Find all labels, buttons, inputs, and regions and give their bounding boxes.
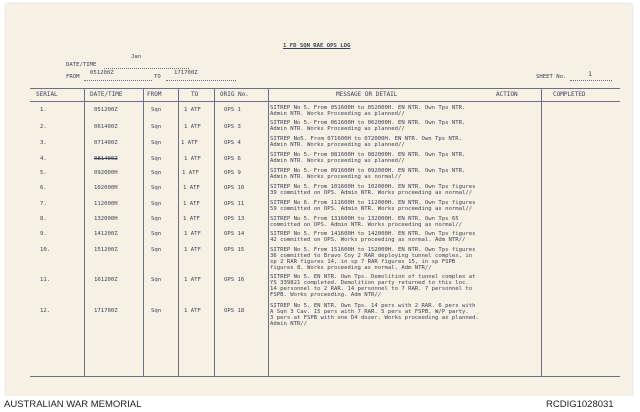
- cell-datetime: 061400Z: [94, 124, 118, 130]
- cell-orig: OPS 18: [224, 308, 245, 314]
- sheet-label: SHEET No.: [536, 74, 567, 80]
- cell-message-line: 3 pers at FSPB with one D4 dozer. Works proceeding as planned.: [270, 315, 479, 321]
- to-underline: [166, 80, 236, 81]
- col-divider: [84, 88, 85, 376]
- ops-log-sheet: [6, 4, 632, 396]
- sheet-underline: [570, 80, 612, 81]
- column-header: MESSAGE OR DETAIL: [336, 91, 398, 98]
- col-divider: [268, 88, 269, 376]
- cell-message-line: SITREP No 5. EN NTR. Own Tps. 14 pers with 2 RAR. 6 pers with: [270, 303, 476, 309]
- cell-message-line: committed on OPS. Admin NTR. Works proceeding as normal//: [270, 222, 462, 228]
- cell-message-line: A Sqn 3 Cav. 15 pers with 7 RAR. 5 pers at FSPB, W/P party.: [270, 309, 469, 315]
- cell-serial: 5.: [40, 170, 47, 176]
- column-header: ACTION: [496, 91, 518, 98]
- cell-to: 1 ATF: [182, 170, 199, 176]
- cell-message-line: figures 8. Works proceeding as normal. Adm NTR//: [270, 265, 432, 271]
- cell-message-line: Admin NTR. Works proceeding as normal//: [270, 174, 402, 180]
- cell-message-line: SITREP No 5. From 061600H to 062000H. EN NTR. Own Tps NTR.: [270, 120, 466, 126]
- from-label: FROM: [66, 74, 80, 80]
- cell-from: Sqn: [151, 156, 162, 162]
- cell-datetime: 151200Z: [94, 247, 118, 253]
- cell-datetime: 161200Z: [94, 277, 118, 283]
- cell-datetime: 081400Z: [94, 156, 118, 162]
- column-header: ORIG No.: [220, 91, 249, 98]
- cell-to: 1 ATF: [183, 201, 200, 207]
- cell-message-line: Admin NTR. Works proceeding as planned//: [270, 142, 405, 148]
- cell-to: 1 ATF: [184, 124, 201, 130]
- cell-message-line: SITREP No 5. From 151600H to 152000H. EN NTR. Own Tps figures: [270, 247, 476, 253]
- cell-message-line: SITREP No 5. From 051600H to 052000H. EN NTR. Own Tps NTR.: [270, 105, 466, 111]
- col-divider: [178, 88, 179, 376]
- cell-orig: OPS 4: [224, 140, 241, 146]
- cell-to: 1 ATF: [184, 247, 201, 253]
- cell-from: Sqn: [151, 247, 162, 253]
- cell-to: 1 ATF: [183, 216, 200, 222]
- month-label: Jan: [131, 54, 142, 60]
- to-label: TO: [154, 74, 161, 80]
- cell-serial: 9.: [40, 231, 47, 237]
- cell-message-line: Admin NTR. Works proceeding as planned//: [270, 158, 405, 164]
- cell-orig: OPS 9: [224, 170, 241, 176]
- cell-serial: 2.: [40, 124, 47, 130]
- cell-datetime: 071400Z: [94, 140, 118, 146]
- cell-serial: 7.: [40, 201, 47, 207]
- page-title: 1 FD SQN RAE OPS LOG: [283, 43, 351, 49]
- from-underline: [84, 80, 152, 81]
- cell-to: 1 ATF: [184, 156, 201, 162]
- cell-serial: 3.: [40, 140, 47, 146]
- cell-orig: OPS 15: [224, 247, 245, 253]
- cell-from: Sqn: [151, 231, 162, 237]
- cell-message-line: Admin NTR//: [270, 321, 308, 327]
- cell-to: 1 ATF: [184, 107, 201, 113]
- cell-from: Sqn: [151, 185, 162, 191]
- cell-to: 1 ATF: [184, 277, 201, 283]
- datetime-label: DATE/TIME: [66, 62, 97, 68]
- cell-serial: 12.: [40, 308, 51, 314]
- cell-datetime: 112000H: [94, 201, 118, 207]
- cell-message-line: SITREP No 5. From 141600H to 142000H. EN NTR. Own Tps figures: [270, 231, 476, 237]
- cell-serial: 10.: [40, 247, 51, 253]
- cell-message-line: Admin NTR. Works Proceeding as planned//: [270, 126, 405, 132]
- cell-orig: OPS 13: [224, 216, 245, 222]
- cell-message-line: SITREP No 5. From 091600H to 092000H. EN NTR. Own Tps NTR.: [270, 168, 466, 174]
- table-header-rule: [30, 101, 620, 102]
- cell-message-line: 36 committed to Bravo Coy 2 RAR deploying tunnel complex, in: [270, 253, 473, 259]
- datetime-underline: [104, 68, 189, 69]
- cell-from: Sqn: [151, 277, 162, 283]
- cell-to: 1 ATF: [184, 231, 201, 237]
- column-header: FROM: [147, 91, 162, 98]
- cell-orig: OPS 16: [224, 277, 245, 283]
- cell-message-line: sp 2 RAR figures 14, in sp 7 RAR figures 15, in sp FSPB: [270, 259, 456, 265]
- table-top-rule: [30, 88, 620, 89]
- cell-serial: 1.: [40, 107, 47, 113]
- cell-from: Sqn: [151, 170, 162, 176]
- footer-item-id: RCDIG1028031: [546, 399, 614, 410]
- col-divider: [214, 88, 215, 376]
- from-value: 051200Z: [90, 70, 114, 76]
- cell-message-line: Admin NTR. Works Proceeding as planned//: [270, 111, 405, 117]
- cell-datetime: 092000H: [94, 170, 118, 176]
- cell-orig: OPS 14: [224, 231, 245, 237]
- cell-message-line: SITREP No 5. From 101600H to 102000H. EN NTR. Own Tps figures: [270, 184, 476, 190]
- cell-message-line: SITREP No 5. From 081600H to 082000H. EN NTR. Own Tps NTR.: [270, 152, 466, 158]
- footer-institution: AUSTRALIAN WAR MEMORIAL: [4, 399, 142, 410]
- cell-datetime: 051200Z: [94, 107, 118, 113]
- cell-datetime: 141200Z: [94, 231, 118, 237]
- cell-orig: OPS 6: [224, 156, 241, 162]
- cell-from: Sqn: [151, 124, 162, 130]
- column-header: COMPLETED: [553, 91, 586, 98]
- cell-serial: 11.: [40, 277, 51, 283]
- cell-serial: 8.: [40, 216, 47, 222]
- cell-orig: OPS 3: [224, 124, 241, 130]
- sheet-value: 1: [588, 70, 592, 78]
- cell-orig: OPS 11: [224, 201, 245, 207]
- cell-message-line: FSPB. Works proceeding. Adm NTR//: [270, 292, 382, 298]
- archive-footer: [0, 396, 640, 412]
- cell-message-line: 39 committed on OPS. Admin NTR. Works proceeding as normal//: [270, 190, 473, 196]
- cell-serial: 6.: [40, 185, 47, 191]
- column-header: TO: [191, 91, 199, 98]
- cell-orig: OPS 1: [224, 107, 241, 113]
- col-divider: [541, 88, 542, 376]
- cell-to: 1 ATF: [184, 308, 201, 314]
- table-bottom-rule: [30, 376, 620, 377]
- to-value: 171700Z: [174, 70, 198, 76]
- column-header: DATE/TIME: [90, 91, 123, 98]
- cell-message-line: SITREP No5. From 071600H to 072000H. EN NTR. Own Tps NTR.: [270, 136, 462, 142]
- cell-from: Sqn: [151, 107, 162, 113]
- column-header: SERIAL: [36, 91, 58, 98]
- cell-message-line: SITREP No 6. From 111600H to 112000H. EN NTR. Own Tps figures: [270, 200, 476, 206]
- cell-from: Sqn: [151, 140, 162, 146]
- cell-from: Sqn: [151, 216, 162, 222]
- col-divider: [143, 88, 144, 376]
- cell-message-line: SITREP No 5. From 131600H to 132000H. EN NTR. Own Tps 65: [270, 216, 459, 222]
- cell-to: 1 ATF: [183, 185, 200, 191]
- cell-datetime: 102000H: [94, 185, 118, 191]
- cell-from: Sqn: [151, 308, 162, 314]
- cell-from: Sqn: [151, 201, 162, 207]
- cell-serial: 4.: [40, 156, 47, 162]
- cell-datetime: 132000H: [94, 216, 118, 222]
- cell-message-line: SITREP No 5. EN NTR. Own Tps. Demolition of tunnel complex at: [270, 274, 476, 280]
- cell-message-line: 59 committed on OPS. Admin NTR. Works proceeding as normal//: [270, 206, 473, 212]
- cell-message-line: 14 personnel to 2 RAR. 14 personnel to 7 RAR. 7 personnel to: [270, 286, 473, 292]
- cell-datetime: 171700Z: [94, 308, 118, 314]
- cell-orig: OPS 10: [224, 185, 245, 191]
- cell-message-line: YS 339821 completed. Demolition party returned to this loc.: [270, 280, 469, 286]
- cell-to: 1 ATF: [181, 140, 198, 146]
- cell-message-line: 42 committed on OPS. Works proceeding as normal. Adm NTR//: [270, 237, 466, 243]
